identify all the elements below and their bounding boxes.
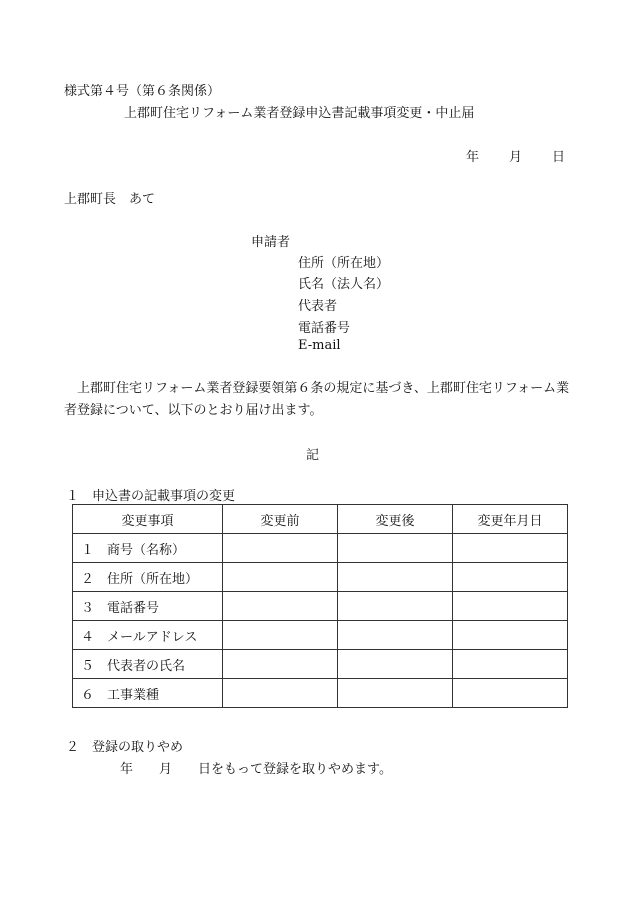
cell-after[interactable] (338, 534, 453, 563)
row-number: １ (81, 542, 95, 558)
cancel-line (120, 758, 392, 777)
cell-after[interactable] (338, 563, 453, 592)
table-header-row (73, 505, 568, 534)
row-number: ４ (81, 629, 95, 645)
section2-heading: ２ 登録の取りやめ (66, 740, 184, 755)
section1-heading: １ 申込書の記載事項の変更 (66, 489, 236, 504)
row-item (73, 534, 223, 563)
row-item (73, 679, 223, 708)
document-title: 上郡町住宅リフォーム業者登録申込書記載事項変更・中止届 (124, 106, 475, 121)
row-item (73, 621, 223, 650)
row-item (73, 650, 223, 679)
row-number: ６ (81, 687, 95, 703)
applicant-address-label: 住所（所在地） (298, 256, 390, 271)
table-row (73, 592, 568, 621)
row-label: 商号（名称） (107, 542, 186, 558)
cell-before[interactable] (223, 679, 338, 708)
cell-before[interactable] (223, 592, 338, 621)
ki-label: 記 (306, 448, 320, 463)
body-text: 上郡町住宅リフォーム業者登録要領第６条の規定に基づき、上郡町住宅リフォーム業者登録について、以下のとおり届け出ます。 (64, 381, 570, 418)
column-header-date: 変更年月日 (453, 505, 568, 534)
row-item (73, 563, 223, 592)
table-row (73, 679, 568, 708)
applicant-name-label: 氏名（法人名） (298, 277, 390, 292)
cell-after[interactable] (338, 679, 453, 708)
cell-date[interactable] (453, 563, 568, 592)
cell-after[interactable] (338, 650, 453, 679)
cell-before[interactable] (223, 650, 338, 679)
row-label: 電話番号 (107, 600, 160, 616)
cancel-text: 日をもって登録を取りやめます。 (198, 762, 392, 777)
table-row (73, 650, 568, 679)
cancel-year: 年 (120, 762, 134, 777)
form-number: 様式第４号（第６条関係） (64, 84, 221, 99)
cell-after[interactable] (338, 592, 453, 621)
row-label: メールアドレス (107, 629, 198, 645)
row-number: ２ (81, 571, 95, 587)
column-header-before: 変更前 (223, 505, 338, 534)
date-day: 日 (552, 150, 566, 165)
date-year: 年 (466, 150, 480, 165)
row-label: 代表者の氏名 (107, 658, 186, 674)
table-row (73, 563, 568, 592)
applicant-phone-label: 電話番号 (298, 321, 351, 336)
row-number: ３ (81, 600, 95, 616)
cell-before[interactable] (223, 621, 338, 650)
cell-date[interactable] (453, 592, 568, 621)
row-label: 住所（所在地） (107, 571, 199, 587)
cell-after[interactable] (338, 621, 453, 650)
table-row (73, 621, 568, 650)
table-row (73, 534, 568, 563)
cell-date[interactable] (453, 679, 568, 708)
row-label: 工事業種 (107, 687, 160, 703)
applicant-email-label: E-mail (298, 338, 341, 353)
applicant-representative-label: 代表者 (298, 299, 338, 314)
cell-date[interactable] (453, 534, 568, 563)
cancel-month: 月 (159, 762, 173, 777)
cell-date[interactable] (453, 650, 568, 679)
cell-date[interactable] (453, 621, 568, 650)
addressee: 上郡町長 あて (64, 192, 156, 207)
date-month: 月 (509, 150, 523, 165)
row-item (73, 592, 223, 621)
row-number: ５ (81, 658, 95, 674)
applicant-label: 申請者 (251, 235, 291, 250)
column-header-item: 変更事項 (73, 505, 223, 534)
column-header-after: 変更後 (338, 505, 453, 534)
cell-before[interactable] (223, 534, 338, 563)
date-line (466, 146, 565, 165)
change-table (72, 504, 568, 708)
cell-before[interactable] (223, 563, 338, 592)
